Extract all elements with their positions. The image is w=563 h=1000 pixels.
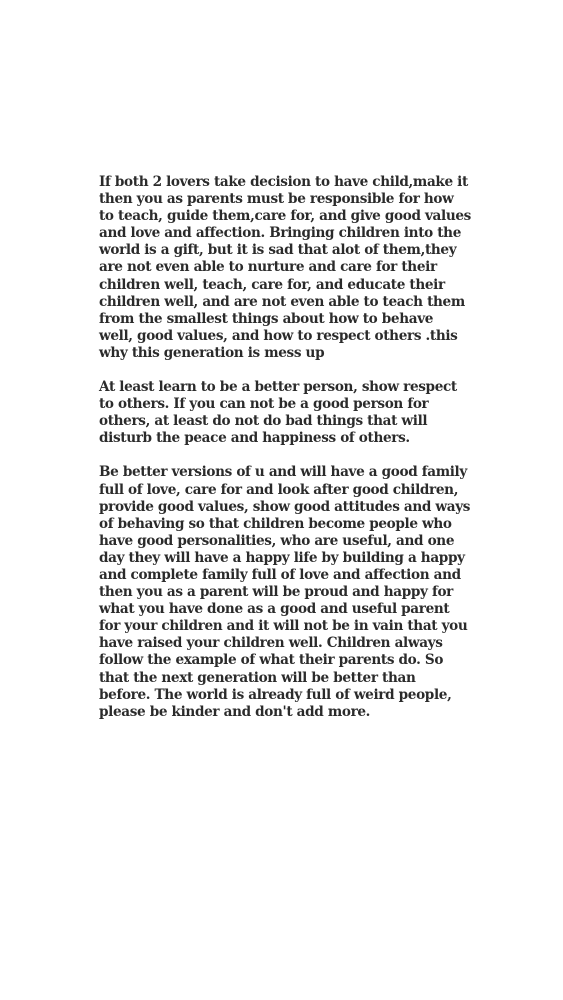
text-block bbox=[99, 174, 471, 721]
paragraph-respect-others: At least learn to be a better person, show respect to others. If you can not be a good person for others, at least do not do bad things that will disturb the peace and happiness of others. bbox=[99, 379, 457, 447]
paragraph-parenting-responsibility: If both 2 lovers take decision to have child,make it then you as parents must be responsible for how to teach, guide them,care for, and give good values and love and affection. Bringing children into the world is a gift, but it is sad that alot of them,they are not even able to nurture and care for their children well, teach, care for, and educate their children well, and are not even able to teach them from the smallest things about how to behave well, good values, and how to respect others .this why this generation is mess up bbox=[99, 174, 471, 361]
paragraph-better-versions: Be better versions of u and will have a good family full of love, care for and look after good children, provide good values, show good attitudes and ways of behaving so that children become people who have good personalities, who are useful, and one day they will have a happy life by building a happy and complete family full of love and affection and then you as a parent will be proud and happy for what you have done as a good and useful parent for your children and it will not be in vain that you have raised your children well. Children always follow the example of what their parents do. So that the next generation will be better than before. The world is already full of weird people, please be kinder and don't add more. bbox=[99, 464, 471, 720]
